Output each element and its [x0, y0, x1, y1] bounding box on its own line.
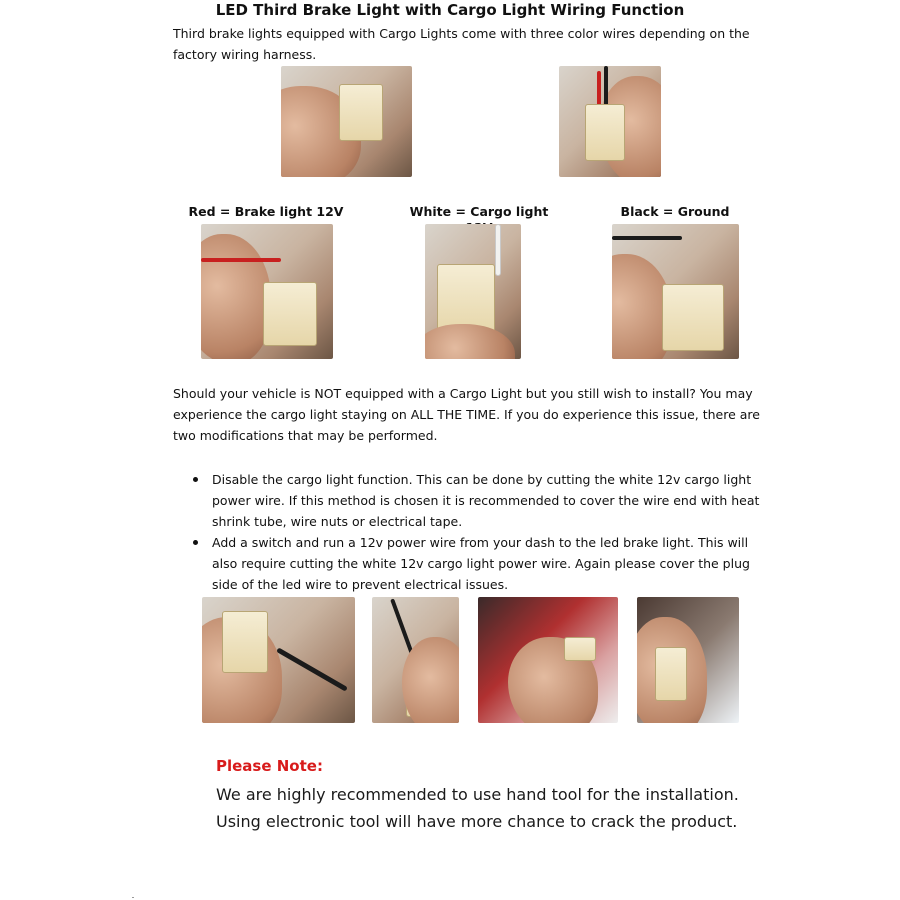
issue-paragraph: Should your vehicle is NOT equipped with a Cargo Light but you still wish to install? You may experience the cargo light staying on ALL THE TIME. If you do experience this issue, there are two modifications that may be performed.	[173, 386, 760, 443]
modification-text: Add a switch and run a 12v power wire from your dash to the led brake light. This will also require cutting the white 12v cargo light power wire. Again please cover the plug side of the led wire to prevent electrical issues.	[212, 535, 750, 592]
modification-text: Disable the cargo light function. This can be done by cutting the white 12v cargo light power wire. If this method is chosen it is recommended to cover the wire end with heat shrink tube, wire nuts or electrical tape.	[212, 472, 760, 529]
white-wire-photo	[425, 224, 521, 359]
led-bar-photo	[478, 597, 618, 723]
intro-paragraph: Third brake lights equipped with Cargo Lights come with three color wires depending on the factory wiring harness.	[173, 26, 750, 62]
note-body: We are highly recommended to use hand tool for the installation. Using electronic tool will have more chance to crack the product.	[216, 785, 739, 831]
red-wire-caption: Red = Brake light 12V	[188, 204, 344, 219]
list-item	[190, 532, 775, 595]
scan-artifact	[132, 897, 134, 898]
page-title: LED Third Brake Light with Cargo Light Wiring Function	[215, 1, 685, 19]
switch-wire-photo	[372, 597, 459, 723]
bullet-icon	[193, 477, 198, 482]
black-wire-caption: Black = Ground	[620, 204, 730, 219]
note-title: Please Note:	[216, 757, 323, 775]
white-wire-caption: White = Cargo light	[409, 204, 549, 219]
connector-wires-photo	[559, 66, 661, 177]
black-wire-photo	[612, 224, 739, 359]
lit-connector-photo	[637, 597, 739, 723]
cut-wire-photo	[202, 597, 355, 723]
modifications-list	[190, 469, 775, 595]
red-wire-photo	[201, 224, 333, 359]
list-item	[190, 469, 775, 532]
bullet-icon	[193, 540, 198, 545]
connector-front-photo	[281, 66, 412, 177]
